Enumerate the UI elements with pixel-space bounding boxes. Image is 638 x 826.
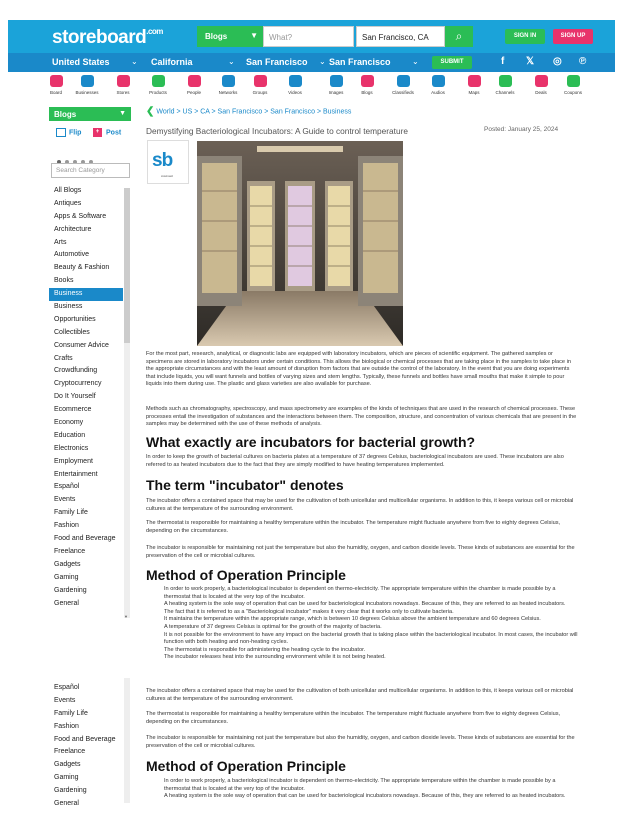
- sidebar-category-item[interactable]: Apps & Software: [54, 212, 107, 220]
- sidebar-category-item[interactable]: Family Life: [54, 709, 88, 717]
- category-select[interactable]: Blogs ▼: [197, 26, 263, 47]
- category-deals[interactable]: [526, 75, 556, 95]
- board-icon: [50, 75, 63, 87]
- category-label: Channels: [495, 90, 515, 95]
- location-input[interactable]: San Francisco, CA: [356, 26, 445, 47]
- sidebar-category-item[interactable]: Español: [54, 483, 80, 491]
- post-button[interactable]: + Post: [93, 128, 121, 137]
- back-arrow-icon[interactable]: ❮: [146, 106, 155, 117]
- category-label: Board: [49, 90, 62, 95]
- sidebar-category-item[interactable]: Do It Yourself: [54, 393, 96, 401]
- category-label: Businesses: [75, 90, 99, 95]
- country-select[interactable]: United States: [52, 57, 110, 67]
- sidebar-category-item[interactable]: General: [54, 800, 79, 808]
- paragraph: For the most part, research, analytical, or diagnostic labs are equipped with laboratory incubators, which are pieces of scientific equipment. The gathered samples or specimens are stored in laboratory incubators under certain conditions. This allows the biological or chemical processes that are taking place in the samples to take place in the appropriate circumstances and with the least amount of disruption from factors that are outside the control of the laboratory. In the event that you are doing experiments that include liquids, you will want funnels and bottles of varying sizes and stem lengths. Typically, these funnels and bottles have small mouths that make it simple to pour liquids into them during use. The plastic and glass varieties are also available for purchase.: [146, 351, 571, 388]
- search-button[interactable]: [445, 26, 473, 47]
- paragraph: In order to keep the growth of bacterial cultures on bacteria plates at a temperature of 37 degrees Celsius, bacteriological incubators are used. These incubators are also referred to as heated incubators due to the fact that they are simply modified to have heating temperatures implemented.: [146, 454, 564, 468]
- category-label: Videos: [288, 90, 302, 95]
- breadcrumb[interactable]: ❮ World > US > CA > San Francisco > San Francisco > Business: [146, 106, 352, 117]
- sidebar-category-item[interactable]: Gardening: [54, 787, 87, 795]
- category-list-repeat: [49, 682, 123, 811]
- sidebar-category-item[interactable]: Freelance: [54, 547, 86, 555]
- sidebar-category-item[interactable]: Español: [54, 684, 80, 691]
- paragraph: The incubator is responsible for maintaining not just the temperature but also the humidity, oxygen, and carbon dioxide levels. These kinds of substances are essential for the preservation of the cell or microbial cultures.: [146, 545, 575, 559]
- audios-icon: [432, 75, 445, 87]
- category-board[interactable]: [41, 75, 71, 95]
- chevron-down-icon: ⌄: [228, 57, 235, 66]
- sidebar-category-item[interactable]: Consumer Advice: [54, 341, 109, 349]
- category-videos[interactable]: [280, 75, 310, 95]
- channels-icon: [499, 75, 512, 87]
- coupons-icon: [567, 75, 580, 87]
- stores-icon: [117, 75, 130, 87]
- plus-icon: +: [93, 128, 102, 137]
- list-item: The fact that it is referred to as a "Bacteriological incubator" makes it very clear that it works only to cultivate bacteria.: [164, 608, 454, 615]
- sign-in-button[interactable]: SIGN IN: [505, 29, 545, 44]
- list-item: A heating system is the sole way of operation that can be used for bacteriological incubators nowadays. Because of this, they are referred to as heated incubators.: [164, 601, 566, 608]
- sidebar-category-item[interactable]: Cryptocurrency: [54, 380, 102, 388]
- category-classifieds[interactable]: [388, 75, 418, 95]
- category-label: Groups: [252, 90, 268, 95]
- sidebar-category-item[interactable]: Antiques: [54, 199, 82, 207]
- submit-button[interactable]: SUBMIT: [432, 56, 472, 69]
- sidebar-category-item[interactable]: Arts: [54, 238, 67, 246]
- section-heading: Method of Operation Principle: [146, 567, 346, 583]
- chevron-down-icon: ⌄: [131, 57, 138, 66]
- category-label: Audios: [431, 90, 445, 95]
- sidebar-category-item[interactable]: Fashion: [54, 722, 79, 730]
- list-item: It is not possible for the environment to have any impact on the bacterial growth that is taking place within the bacteriological incubator. In most cases, the incubator will function with both heating and non-heating cycles.: [164, 631, 578, 646]
- hero-image: [197, 141, 403, 346]
- list-item: It maintains the temperature within the appropriate range, which is between 10 degrees Celsius above the ambient temperature and 60 degrees Celsius.: [164, 616, 541, 623]
- category-groups[interactable]: [245, 75, 275, 95]
- sidebar-category-item[interactable]: Freelance: [54, 748, 86, 756]
- category-row: [8, 75, 615, 100]
- what-input[interactable]: What?: [263, 26, 354, 47]
- top-bar: [8, 20, 615, 53]
- products-icon: [152, 75, 165, 87]
- category-networks[interactable]: [213, 75, 243, 95]
- sidebar-category-item[interactable]: Electronics: [54, 444, 89, 452]
- sidebar-category-item[interactable]: All Blogs: [54, 187, 82, 194]
- sidebar-category-item[interactable]: Crowdfunding: [54, 367, 98, 375]
- sidebar-category-item[interactable]: Collectibles: [54, 328, 90, 336]
- paragraph: The thermostat is responsible for maintaining a healthy temperature within the incubator. The temperature might fluctuate anywhere from five to eighty degrees Celsius, depending on the circumstances.: [146, 520, 561, 534]
- category-images[interactable]: [321, 75, 351, 95]
- sidebar-category-item[interactable]: Education: [54, 431, 86, 439]
- city-select-2[interactable]: San Francisco: [329, 57, 391, 67]
- networks-icon: [222, 75, 235, 87]
- category-audios[interactable]: [423, 75, 453, 95]
- category-label: Images: [328, 90, 344, 95]
- sidebar-scrollbar[interactable]: [124, 188, 130, 618]
- paragraph: The incubator is responsible for maintaining not just the temperature but also the humidity, oxygen, and carbon dioxide levels. These kinds of substances are essential for the preservation of the cell or microbial cultures.: [146, 735, 575, 749]
- sidebar-category-item[interactable]: Employment: [54, 457, 93, 465]
- sidebar-category-item[interactable]: Books: [54, 277, 74, 285]
- images-icon: [330, 75, 343, 87]
- maps-icon: [468, 75, 481, 87]
- videos-icon: [289, 75, 302, 87]
- chevron-down-icon: ⌄: [412, 57, 419, 66]
- article-title: Demystifying Bacteriological Incubators: A Guide to control temperature: [146, 126, 408, 136]
- sidebar-category-item[interactable]: Crafts: [54, 354, 73, 362]
- sidebar-category-item[interactable]: Business: [54, 303, 83, 311]
- sign-up-button[interactable]: SIGN UP: [553, 29, 593, 44]
- category-label: Networks: [218, 90, 238, 95]
- category-products[interactable]: [143, 75, 173, 95]
- category-channels[interactable]: [490, 75, 520, 95]
- classifieds-icon: [397, 75, 410, 87]
- sidebar-category-item[interactable]: Gadgets: [54, 560, 81, 568]
- storeboard-logo[interactable]: storeboard$^{.com}$: [52, 27, 163, 48]
- search-icon: ⌕: [455, 29, 463, 43]
- x-icon[interactable]: 𝕏: [526, 56, 535, 67]
- location-nav: [8, 53, 615, 72]
- sidebar-category-item[interactable]: Gaming: [54, 573, 79, 581]
- deals-icon: [535, 75, 548, 87]
- sidebar-category-item[interactable]: Opportunities: [54, 315, 96, 323]
- facebook-icon[interactable]: f: [501, 56, 505, 67]
- scroll-down-arrow[interactable]: ▼: [124, 614, 128, 619]
- chevron-down-icon: ▼: [250, 31, 258, 40]
- list-item: The incubator releases heat into the surrounding environment while it is not being heated.: [164, 654, 386, 661]
- sidebar-category-item[interactable]: Ecommerce: [54, 406, 92, 414]
- sb-icon: [81, 75, 94, 87]
- state-select[interactable]: California: [151, 57, 193, 67]
- sidebar-category-item[interactable]: Events: [54, 696, 76, 704]
- category-label: Classifieds: [392, 90, 414, 95]
- sidebar-category-item[interactable]: Gardening: [54, 586, 87, 594]
- paragraph: The thermostat is responsible for maintaining a healthy temperature within the incubator. The temperature might fluctuate anywhere from five to eighty degrees Celsius, depending on the circumstances.: [146, 711, 561, 725]
- flip-icon: [56, 128, 66, 137]
- operation-list: [164, 586, 580, 662]
- list-item: A heating system is the sole way of operation that can be used for bacteriological incubators nowadays. Because of this, they are referred to as heated incubators.: [164, 793, 566, 800]
- paragraph: Methods such as chromatography, spectroscopy, and mass spectrometry are examples of the kinds of techniques that are used in the research of chemical processes. These processes entail the investigation of substances and the interactions between them. The composition, structure, and concentration of various chemicals that are present in the samples may be determined with the use of these methods of analysis.: [146, 406, 577, 428]
- paragraph: The incubator offers a contained space that may be used for the cultivation of both unicellular and multicellular organisms. In addition to this, it keeps various cell or microbial cultures at the temperature of the surrounding environment.: [146, 498, 574, 512]
- paragraph: The incubator offers a contained space that may be used for the cultivation of both unicellular and multicellular organisms. In addition to this, it keeps various cell or microbial cultures at the temperature of the surrounding environment.: [146, 688, 574, 702]
- sidebar-scrollbar-2[interactable]: [124, 678, 130, 803]
- blogs-dropdown[interactable]: Blogs ▼: [49, 107, 131, 121]
- pinterest-icon[interactable]: ℗: [579, 56, 587, 67]
- sidebar-category-item[interactable]: Business: [49, 288, 123, 301]
- category-stores[interactable]: [108, 75, 138, 95]
- scrollbar-thumb[interactable]: [124, 188, 130, 343]
- groups-icon: [254, 75, 267, 87]
- category-businesses[interactable]: [72, 75, 102, 95]
- section-heading: Method of Operation Principle: [146, 758, 346, 774]
- list-item: In order to work properly, a bacteriological incubator is dependent on thermo-electricity. The appropriate temperature within the chamber is made possible by a thermostat that is located at the very top of the incubator.: [164, 778, 556, 792]
- category-coupons[interactable]: [558, 75, 588, 95]
- category-label: Maps: [468, 90, 480, 95]
- list-item: The thermostat is responsible for administering the heating cycle to the incubator.: [164, 646, 366, 653]
- sidebar-category-item[interactable]: Automotive: [54, 251, 90, 259]
- posted-date: Posted: January 25, 2024: [484, 126, 559, 133]
- people-icon: [188, 75, 201, 87]
- sidebar-category-item[interactable]: Events: [54, 496, 76, 504]
- sidebar-category-item[interactable]: Entertainment: [54, 470, 98, 478]
- category-label: People: [186, 90, 201, 95]
- sidebar-category-item[interactable]: Beauty & Fashion: [54, 264, 110, 272]
- city-select-1[interactable]: San Francisco: [246, 57, 308, 67]
- search-category-input[interactable]: Search Category: [51, 163, 130, 178]
- category-list: [49, 185, 123, 610]
- sidebar-category-item[interactable]: Food and Beverage: [54, 535, 116, 543]
- instagram-icon[interactable]: ◎: [553, 56, 562, 67]
- chevron-down-icon: ▼: [119, 110, 126, 117]
- section-heading: What exactly are incubators for bacterial growth?: [146, 434, 476, 450]
- section-heading: The term "incubator" denotes: [146, 477, 344, 493]
- category-people[interactable]: [179, 75, 209, 95]
- category-label: Blogs: [361, 90, 373, 95]
- sidebar-category-item[interactable]: Fashion: [54, 522, 79, 530]
- sidebar-category-item[interactable]: Gadgets: [54, 761, 81, 769]
- category-label: Products: [149, 90, 167, 95]
- flip-button[interactable]: Flip: [56, 128, 81, 137]
- blogs-icon: [361, 75, 374, 87]
- operation-list-repeat: [164, 778, 580, 801]
- sidebar-category-item[interactable]: Architecture: [54, 225, 92, 233]
- sidebar-category-item[interactable]: General: [54, 599, 79, 607]
- sidebar-category-item[interactable]: Gaming: [54, 774, 79, 782]
- category-label: Deals: [535, 90, 547, 95]
- list-item: A temperature of 37 degrees Celsius is optimal for the growth of the majority of bacteria.: [164, 623, 382, 630]
- sidebar-category-item[interactable]: Economy: [54, 419, 84, 427]
- sidebar-category-item[interactable]: Family Life: [54, 509, 88, 517]
- category-label: Stores: [116, 90, 130, 95]
- category-blogs[interactable]: [352, 75, 382, 95]
- category-maps[interactable]: [459, 75, 489, 95]
- sidebar-category-item[interactable]: Food and Beverage: [54, 735, 116, 743]
- author-avatar[interactable]: sb storeboard: [147, 140, 189, 184]
- list-item: In order to work properly, a bacteriological incubator is dependent on thermo-electricity. The appropriate temperature within the chamber is made possible by a thermostat that is located at the very top of the incubator.: [164, 586, 556, 600]
- chevron-down-icon: ⌄: [319, 57, 326, 66]
- category-label: Coupons: [563, 90, 582, 95]
